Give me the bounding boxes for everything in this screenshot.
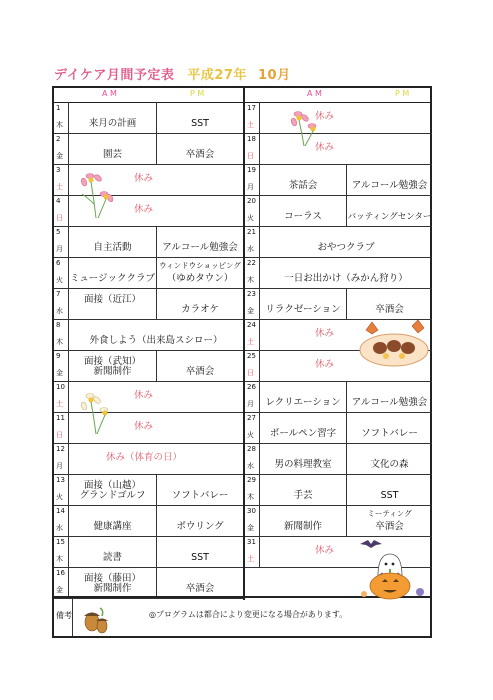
pm-activity: 文化の森 xyxy=(370,459,409,470)
pm-activity: 卒酒会 xyxy=(185,149,215,160)
am-activity: レクリエーション xyxy=(265,397,341,408)
day-row xyxy=(245,443,432,475)
day-number: 23 xyxy=(247,290,256,298)
notes-message: ◎プログラムは都合により変更になる場合があります。 xyxy=(149,610,348,619)
day-row xyxy=(54,350,243,382)
am-cell xyxy=(69,536,157,567)
am-cell xyxy=(260,164,347,195)
day-number: 11 xyxy=(56,414,65,422)
weekday: 火 xyxy=(247,431,254,439)
holiday-label: 休み xyxy=(134,420,154,432)
left-header xyxy=(54,88,243,103)
date-cell xyxy=(245,195,260,226)
day-row xyxy=(54,226,243,258)
weekday: 水 xyxy=(56,307,63,315)
day-number: 18 xyxy=(247,135,256,143)
am-activity: グランドゴルフ xyxy=(79,490,146,501)
day-number: 3 xyxy=(56,166,61,174)
am-cell xyxy=(260,443,347,474)
activity-label: おやつクラブ xyxy=(317,242,375,253)
day-row xyxy=(54,133,243,165)
day-row xyxy=(245,102,432,134)
day-number: 22 xyxy=(247,259,256,267)
title-month: 10月 xyxy=(258,68,291,83)
am-activity: 新聞制作 xyxy=(93,583,132,594)
pm-activity: 卒酒会 xyxy=(375,304,404,315)
pm-cell xyxy=(347,195,432,226)
am-cell xyxy=(260,474,347,505)
cosmos-flower-illustration xyxy=(72,384,120,436)
holiday-label: 休み xyxy=(134,203,154,215)
weekday: 土 xyxy=(247,338,254,346)
date-cell xyxy=(54,102,69,133)
weekday: 金 xyxy=(56,586,63,594)
day-number: 16 xyxy=(56,569,65,577)
day-row xyxy=(54,257,243,289)
weekday: 日 xyxy=(56,214,63,222)
pm-cell xyxy=(157,536,243,567)
day-row xyxy=(245,412,432,444)
halloween-ghost-pumpkin-illustration xyxy=(356,536,434,600)
am-activity: 自主活動 xyxy=(93,242,132,253)
am-header: A M xyxy=(102,89,117,98)
pm-cell xyxy=(157,226,243,257)
date-cell xyxy=(245,164,260,195)
am-activity: 手芸 xyxy=(293,490,313,501)
weekday: 水 xyxy=(247,462,254,470)
day-row xyxy=(54,474,243,506)
date-cell xyxy=(54,195,69,226)
day-number: 19 xyxy=(247,166,256,174)
day-number: 21 xyxy=(247,228,256,236)
weekday: 木 xyxy=(247,276,254,284)
activity-label: 外食しよう（出来島スシロー） xyxy=(89,335,223,346)
acorn-illustration xyxy=(80,602,110,636)
holiday-label: 休み xyxy=(315,544,335,556)
day-row xyxy=(54,288,243,320)
pm-activity: 卒酒会 xyxy=(185,366,215,377)
am-cell xyxy=(69,102,157,133)
holiday-label: 休み xyxy=(134,389,154,401)
am-activity: リラクゼーション xyxy=(265,304,341,315)
day-number: 13 xyxy=(56,476,65,484)
day-row xyxy=(245,226,432,258)
day-number: 28 xyxy=(247,445,256,453)
cosmos-flower-illustration xyxy=(72,164,120,220)
date-cell xyxy=(54,567,69,598)
pm-cell xyxy=(157,350,243,381)
pm-header: P M xyxy=(395,89,410,98)
day-number: 31 xyxy=(247,538,256,546)
am-cell xyxy=(69,133,157,164)
pm-activity: アルコール勉強会 xyxy=(351,180,428,191)
pm-cell xyxy=(347,381,432,412)
weekday: 金 xyxy=(247,307,254,315)
day-number: 26 xyxy=(247,383,256,391)
date-cell xyxy=(54,133,69,164)
pm-cell xyxy=(157,257,243,288)
schedule-title xyxy=(54,64,291,83)
am-activity: 来月の計画 xyxy=(88,118,137,129)
am-cell xyxy=(69,505,157,536)
date-cell xyxy=(54,443,69,474)
day-number: 7 xyxy=(56,290,61,298)
am-activity: 男の料理教室 xyxy=(274,459,332,470)
weekday: 金 xyxy=(247,524,254,532)
weekday: 火 xyxy=(56,276,63,284)
date-cell xyxy=(245,226,260,257)
date-cell xyxy=(54,536,69,567)
pm-activity: SST xyxy=(380,490,399,501)
am-cell xyxy=(69,567,157,598)
weekday: 木 xyxy=(247,493,254,501)
date-cell xyxy=(245,505,260,536)
am-activity: 読書 xyxy=(102,552,122,563)
day-number: 6 xyxy=(56,259,61,267)
weekday: 土 xyxy=(247,555,254,563)
day-number: 24 xyxy=(247,321,256,329)
right-header xyxy=(245,88,432,103)
title-main: デイケア月間予定表 xyxy=(54,68,175,83)
day-number: 25 xyxy=(247,352,256,360)
day-row xyxy=(54,319,243,351)
pm-cell xyxy=(347,412,432,443)
pm-sub-label: ウィンドウショッピング xyxy=(159,261,241,270)
day-row xyxy=(54,443,243,475)
am-cell xyxy=(69,257,157,288)
date-cell xyxy=(54,319,69,350)
date-cell xyxy=(54,257,69,288)
date-cell xyxy=(54,164,69,195)
weekday: 日 xyxy=(247,152,254,160)
am-cell xyxy=(260,195,347,226)
day-number: 9 xyxy=(56,352,61,360)
date-cell xyxy=(245,412,260,443)
full-day-activity xyxy=(260,226,432,257)
weekday: 水 xyxy=(247,245,254,253)
day-row xyxy=(245,133,432,165)
date-cell xyxy=(245,102,260,133)
date-cell xyxy=(245,474,260,505)
holiday-label: 休み（体育の日） xyxy=(106,451,183,463)
pm-activity: バッティングセンター xyxy=(347,212,432,222)
am-activity: ミュージッククラブ xyxy=(69,273,156,284)
day-number: 27 xyxy=(247,414,256,422)
weekday: 木 xyxy=(56,555,63,563)
am-activity: 健康講座 xyxy=(93,521,132,532)
title-era: 平成27年 xyxy=(187,68,247,83)
day-row xyxy=(245,164,432,196)
pm-sub-label: ミーティング xyxy=(367,509,412,518)
autumn-food-illustration xyxy=(356,316,432,370)
date-cell xyxy=(245,257,260,288)
am-activity: 茶話会 xyxy=(288,180,318,191)
pm-activity: SST xyxy=(191,118,209,129)
date-cell xyxy=(245,133,260,164)
pm-cell xyxy=(347,164,432,195)
pm-activity: カラオケ xyxy=(181,304,219,315)
am-interview-label: 面接（藤田） xyxy=(83,573,141,584)
am-activity: 園芸 xyxy=(102,149,122,160)
pm-cell xyxy=(157,133,243,164)
pm-cell xyxy=(157,567,243,598)
holiday-label: 休み xyxy=(315,327,335,339)
weekday: 木 xyxy=(56,338,63,346)
date-cell xyxy=(54,505,69,536)
holiday-label: 休み xyxy=(315,110,335,122)
day-number: 29 xyxy=(247,476,256,484)
pm-cell xyxy=(347,474,432,505)
weekday: 月 xyxy=(56,245,63,253)
weekday: 火 xyxy=(56,493,63,501)
weekday: 金 xyxy=(56,152,63,160)
weekday: 水 xyxy=(56,524,63,532)
activity-label: 一日お出かけ（みかん狩り） xyxy=(284,273,408,284)
pm-cell xyxy=(157,102,243,133)
pm-activity: SST xyxy=(191,552,209,563)
day-number: 30 xyxy=(247,507,256,515)
day-row xyxy=(245,381,432,413)
am-activity: コーラス xyxy=(284,211,322,222)
am-activity: 新聞制作 xyxy=(93,366,132,377)
day-row xyxy=(245,195,432,227)
day-number: 2 xyxy=(56,135,61,143)
weekday: 土 xyxy=(56,183,63,191)
pm-activity: ソフトバレー xyxy=(171,490,229,501)
pm-activity: アルコール勉強会 xyxy=(351,397,428,408)
day-number: 1 xyxy=(56,104,61,112)
notes-divider xyxy=(72,598,73,636)
pm-activity: ボウリング xyxy=(176,521,224,532)
pm-activity: 卒酒会 xyxy=(375,521,404,532)
weekday: 月 xyxy=(247,400,254,408)
weekday: 月 xyxy=(247,183,254,191)
day-row xyxy=(54,505,243,537)
pm-activity: ソフトバレー xyxy=(361,428,418,439)
notes-label: 備考 xyxy=(56,611,72,620)
date-cell xyxy=(54,288,69,319)
date-cell xyxy=(54,350,69,381)
day-row xyxy=(54,567,243,599)
date-cell xyxy=(245,350,260,381)
day-number: 12 xyxy=(56,445,65,453)
pm-cell xyxy=(157,474,243,505)
pm-cell xyxy=(347,443,432,474)
day-row xyxy=(54,536,243,568)
date-cell xyxy=(245,288,260,319)
day-number: 20 xyxy=(247,197,256,205)
date-cell xyxy=(54,226,69,257)
full-day-activity xyxy=(260,257,432,288)
date-cell xyxy=(54,412,69,443)
date-cell xyxy=(245,381,260,412)
am-cell xyxy=(260,505,347,536)
am-interview-label: 面接（武知） xyxy=(83,356,141,367)
pm-activity: （ゆめタウン） xyxy=(166,273,234,284)
pm-cell xyxy=(347,505,432,536)
day-row xyxy=(245,257,432,289)
pm-header: P M xyxy=(190,89,205,98)
date-cell xyxy=(245,536,260,567)
pm-activity: 卒酒会 xyxy=(185,583,215,594)
day-number: 8 xyxy=(56,321,61,329)
am-cell xyxy=(69,350,157,381)
am-interview-label: 面接（近江） xyxy=(83,294,141,305)
day-number: 14 xyxy=(56,507,65,515)
am-cell xyxy=(69,226,157,257)
schedule-table xyxy=(52,86,432,638)
day-number: 10 xyxy=(56,383,65,391)
date-cell xyxy=(54,381,69,412)
day-row xyxy=(245,474,432,506)
am-cell xyxy=(260,412,347,443)
holiday-label: 休み xyxy=(134,172,154,184)
am-cell xyxy=(260,288,347,319)
weekday: 日 xyxy=(247,369,254,377)
weekday: 金 xyxy=(56,369,63,377)
full-day-activity xyxy=(69,319,243,350)
am-cell xyxy=(260,381,347,412)
holiday-label: 休み xyxy=(315,141,335,153)
weekday: 火 xyxy=(247,214,254,222)
day-row xyxy=(245,505,432,537)
notes-section xyxy=(54,596,430,636)
pm-cell xyxy=(157,288,243,319)
pm-cell xyxy=(157,505,243,536)
holiday-label: 休み xyxy=(315,358,335,370)
day-row xyxy=(54,102,243,134)
am-header: A M xyxy=(307,89,322,98)
day-number: 5 xyxy=(56,228,61,236)
weekday: 月 xyxy=(56,462,63,470)
am-activity: ボールペン習字 xyxy=(269,428,337,439)
weekday: 土 xyxy=(247,121,254,129)
day-number: 17 xyxy=(247,104,256,112)
pm-cell xyxy=(347,288,432,319)
cosmos-flower-illustration xyxy=(284,104,326,148)
am-activity: 新聞制作 xyxy=(283,521,322,532)
weekday: 土 xyxy=(56,400,63,408)
weekday: 日 xyxy=(56,431,63,439)
date-cell xyxy=(54,474,69,505)
am-cell xyxy=(69,288,157,319)
date-cell xyxy=(245,319,260,350)
day-number: 4 xyxy=(56,197,61,205)
pm-activity: アルコール勉強会 xyxy=(162,242,238,253)
date-cell xyxy=(245,443,260,474)
am-interview-label: 面接（山越） xyxy=(83,480,141,491)
am-cell xyxy=(69,474,157,505)
day-number: 15 xyxy=(56,538,65,546)
weekday: 木 xyxy=(56,121,63,129)
